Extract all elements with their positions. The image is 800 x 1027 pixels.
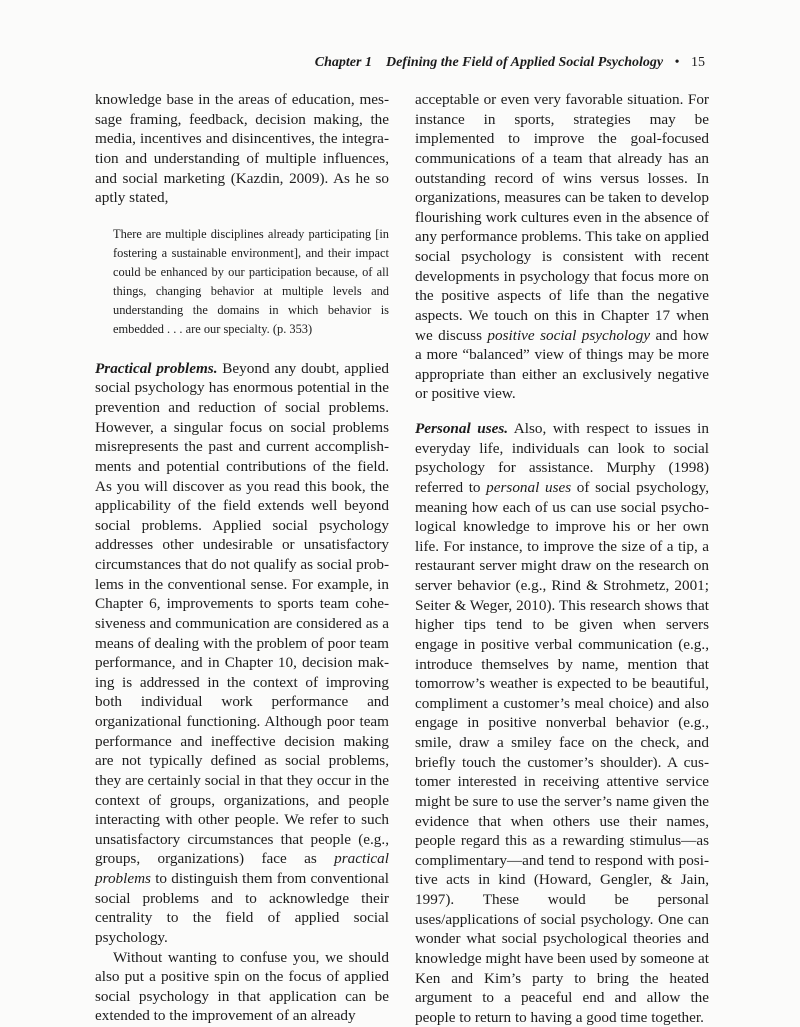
heading-practical-problems: Practical problems.	[95, 359, 218, 377]
bullet-icon: •	[674, 55, 680, 70]
paragraph-text: Also, with respect to issues in everyday life, individuals can look to social psychology for assistance. Murphy (1998) referred to	[415, 420, 709, 496]
emphasis-practical-problems: practical problems	[95, 850, 389, 887]
paragraph-positive-spin: Without wanting to confuse you, we should also put a positive spin on the focus of applied social psychology in that application can be extended to the improvement of an already	[95, 948, 389, 1025]
paragraph-text: Beyond any doubt, applied social psychology has enormous potential in the prevention and reduction of social problems. However, a singular focus on social problems misrepresents the past and current accomplishments and potential contributions of the field. As you will discover as you read this book, the applicability of the field extends well beyond social problems. Applied social psychology addresses other undesirable or unsatisfactory circumstances that do not qualify as social problems in the conventional sense. For example, in Chapter 6, improvements to sports team cohesiveness and communication are considered as a means of dealing with the problem of poor team performance, and in Chapter 10, decision making is addressed in the context of improving both individual work performance and organizational functioning. Although poor team performance and ineffective decision making are not typically defined as social problems, they are certainly social in that they occur in the context of groups, organizations, and people interacting with other people. We refer to such unsatisfactory circumstances that people (e.g., groups, organizations) face as	[95, 359, 389, 868]
emphasis-personal-uses: personal uses	[486, 478, 572, 496]
paragraph-text: of social psychology, meaning how each of us can use social psychological knowledge to improve his or her own life. For instance, to improve the size of a tip, a restaurant server might draw on the research on server behavior (e.g., Rind & Strohmetz, 2001; Seiter & Weger, 2010). This research shows that higher tips tend to be given when servers engage in positive verbal communication (e.g., introduce themselves by name, mention that tomorrow’s weather is expected to be beautiful, compliment a customer’s meal choice) and also engage in positive nonverbal behavior (e.g., smile, draw a smiley face on the check, and briefly touch the customer’s shoulder). A customer interested in receiving attentive service might be sure to use the server’s name given the evidence that when others use their names, people regard this as a rewarding stimulus—as complimentary—and tend to respond with positive acts in kind (Howard, Gengler, & Jain, 1997). These would be personal uses/applications of social psychology. One can wonder what social psychological theories and knowledge might have been used by someone at Ken and Kim’s party to bring the heated argument to a peaceful end and allow the people to return to having a good time together.	[415, 478, 709, 1026]
left-column	[95, 90, 389, 1026]
paragraph-favorable-situation	[415, 90, 709, 404]
paragraph-practical-problems	[95, 359, 389, 948]
page-number: 15	[691, 55, 705, 70]
paragraph-text: to distinguish them from conventional social problems and to acknowledge their centrality to the field of applied social psychology.	[95, 870, 389, 946]
chapter-title: Defining the Field of Applied Social Psychology	[385, 55, 664, 70]
running-head	[315, 54, 705, 72]
heading-personal-uses: Personal uses.	[415, 420, 509, 437]
emphasis-positive-social-psychology: positive social psychology	[487, 326, 651, 344]
chapter-label: Chapter 1	[314, 55, 372, 70]
paragraph-text: and how a more “balanced” view of things may be more appropriate than either an exclusively negative or positive view.	[415, 326, 710, 403]
block-quote: There are multiple disciplines already participating [in fostering a sustainable environment], and their impact could be enhanced by our participation because, of all things, changing behavior at multiple levels and understanding the domains in which behavior is embedded . . . are our specialty. (p. 353)	[113, 226, 389, 336]
paragraph-continuation: knowledge base in the areas of education, message framing, feedback, decision making, the media, incentives and disincentives, the integration and understanding of multiple influences, and social marketing (Kazdin, 2009). As he so aptly stated,	[95, 91, 389, 207]
paragraph-text: acceptable or even very favorable situation. For instance in sports, strategies may be implemented to improve the goal-focused communications of a team that already has an outstanding record of wins versus losses. In organizations, measures can be taken to develop flourishing work cultures even in the absence of any performance problems. This take on applied social psychology is consistent with recent developments in psychology that focus more on the positive aspects of life than the negative aspects. We touch on this in Chapter 17 when we discuss	[415, 91, 709, 344]
right-column	[415, 90, 709, 1027]
paragraph-personal-uses	[415, 419, 709, 1027]
paragraph-gap	[415, 404, 709, 419]
